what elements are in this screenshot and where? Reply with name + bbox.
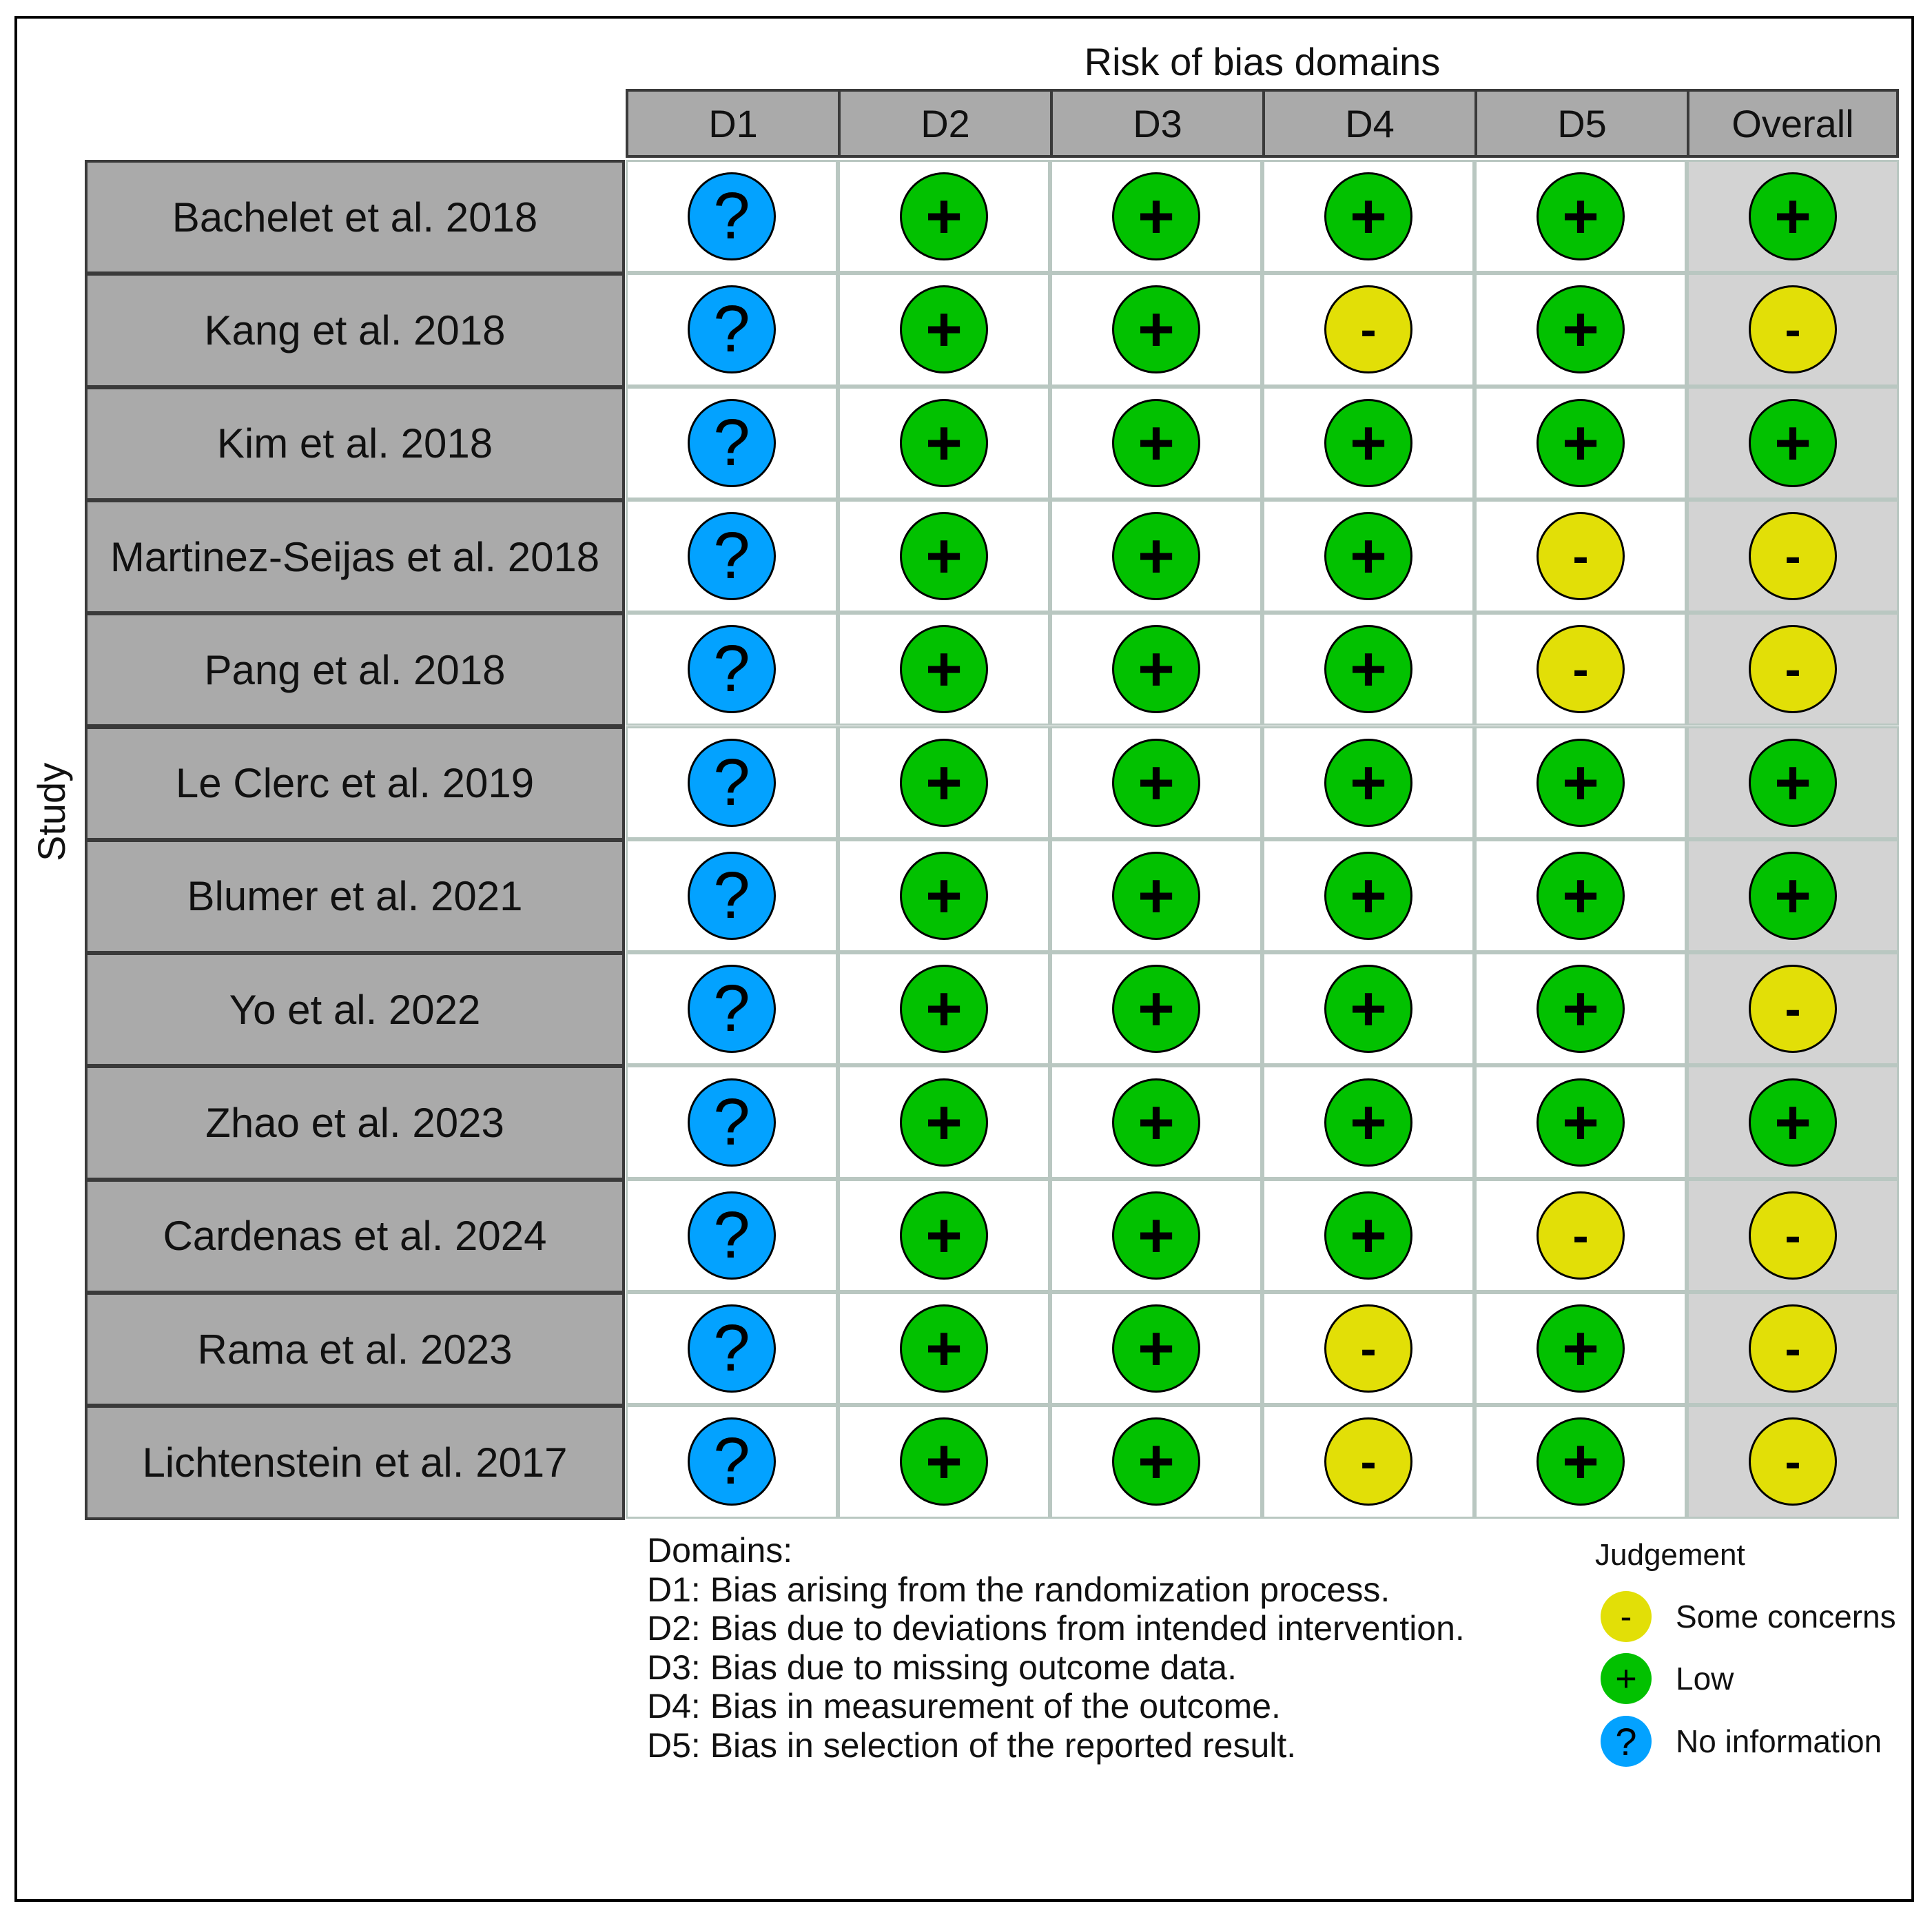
judgement-cell xyxy=(626,1292,838,1405)
judgement-cell xyxy=(1262,839,1474,952)
judgement-cell xyxy=(1050,1292,1262,1405)
judgement-cell xyxy=(1687,387,1899,500)
study-label: Cardenas et al. 2024 xyxy=(85,1179,625,1293)
judgement-cell xyxy=(1050,726,1262,839)
low-risk-icon: + xyxy=(1112,1078,1200,1167)
low-risk-icon: + xyxy=(900,172,988,260)
no-information-icon: ? xyxy=(1601,1716,1652,1767)
judgement-cell xyxy=(1262,160,1474,273)
low-risk-icon: + xyxy=(900,1191,988,1280)
some-concerns-icon: - xyxy=(1749,1417,1837,1506)
judgement-cell xyxy=(1474,387,1687,500)
judgement-cell xyxy=(1050,273,1262,386)
low-risk-icon: + xyxy=(900,1078,988,1167)
judgement-cell xyxy=(1687,839,1899,952)
judgement-cell xyxy=(1262,1405,1474,1518)
study-label: Pang et al. 2018 xyxy=(85,613,625,727)
study-label: Zhao et al. 2023 xyxy=(85,1065,625,1180)
judgement-cell xyxy=(1050,160,1262,273)
study-label: Bachelet et al. 2018 xyxy=(85,160,625,274)
low-risk-icon: + xyxy=(900,625,988,713)
judgement-cell xyxy=(1262,1065,1474,1178)
judgement-cell xyxy=(1474,726,1687,839)
low-risk-icon: + xyxy=(1112,512,1200,600)
low-risk-icon: + xyxy=(1324,739,1412,827)
judgement-cell xyxy=(1262,613,1474,726)
judgement-cell xyxy=(1050,1179,1262,1292)
judgement-cell xyxy=(626,1405,838,1518)
study-label: Le Clerc et al. 2019 xyxy=(85,726,625,841)
column-header-d3: D3 xyxy=(1050,89,1265,158)
judgement-cell xyxy=(1687,613,1899,726)
no-information-icon: ? xyxy=(688,739,776,827)
judgement-cell xyxy=(1474,500,1687,613)
low-risk-icon: + xyxy=(1324,512,1412,600)
low-risk-icon: + xyxy=(1749,852,1837,940)
low-risk-icon: + xyxy=(1324,399,1412,487)
judgement-cell xyxy=(838,726,1050,839)
judgement-cell xyxy=(1262,387,1474,500)
low-risk-icon: + xyxy=(1324,1191,1412,1280)
low-risk-icon: + xyxy=(900,739,988,827)
some-concerns-icon: - xyxy=(1601,1591,1652,1642)
low-risk-icon: + xyxy=(1112,965,1200,1053)
study-label: Lichtenstein et al. 2017 xyxy=(85,1405,625,1519)
legend-label: Some concerns xyxy=(1676,1599,1896,1634)
judgement-cell xyxy=(626,1065,838,1178)
some-concerns-icon: - xyxy=(1749,512,1837,600)
column-header-d2: D2 xyxy=(838,89,1053,158)
low-risk-icon: + xyxy=(1537,852,1625,940)
judgement-legend-title: Judgement xyxy=(1595,1538,1745,1572)
judgement-cell xyxy=(1050,500,1262,613)
judgement-cell xyxy=(626,726,838,839)
judgement-cell xyxy=(626,387,838,500)
domains-legend xyxy=(647,1531,1465,1765)
judgement-cell xyxy=(1262,1292,1474,1405)
column-header-d4: D4 xyxy=(1262,89,1477,158)
low-risk-icon: + xyxy=(1537,965,1625,1053)
low-risk-icon: + xyxy=(900,1417,988,1506)
judgement-cell xyxy=(838,387,1050,500)
low-risk-icon: + xyxy=(900,965,988,1053)
judgement-cell xyxy=(838,1065,1050,1178)
low-risk-icon: + xyxy=(1112,739,1200,827)
judgement-cell xyxy=(838,1179,1050,1292)
legend-label: No information xyxy=(1676,1723,1882,1759)
column-header-d5: D5 xyxy=(1474,89,1689,158)
judgement-cell xyxy=(1474,1292,1687,1405)
column-header-overall: Overall xyxy=(1687,89,1899,158)
low-risk-icon: + xyxy=(900,1304,988,1393)
judgement-cell xyxy=(626,1179,838,1292)
some-concerns-icon: - xyxy=(1537,512,1625,600)
domain-line-d3: D3: Bias due to missing outcome data. xyxy=(647,1648,1237,1687)
low-risk-icon: + xyxy=(1112,285,1200,373)
no-information-icon: ? xyxy=(688,965,776,1053)
legend-item-some-concerns xyxy=(1601,1591,1896,1642)
judgement-cell xyxy=(1474,273,1687,386)
some-concerns-icon: - xyxy=(1324,285,1412,373)
judgement-cell xyxy=(838,1292,1050,1405)
low-risk-icon: + xyxy=(1749,172,1837,260)
judgement-cell xyxy=(1687,1405,1899,1518)
judgement-cell xyxy=(1050,952,1262,1065)
low-risk-icon: + xyxy=(1112,172,1200,260)
low-risk-icon: + xyxy=(1112,1304,1200,1393)
judgement-cell xyxy=(838,160,1050,273)
judgement-cell xyxy=(1687,500,1899,613)
low-risk-icon: + xyxy=(1112,1191,1200,1280)
judgement-cell xyxy=(1474,1405,1687,1518)
low-risk-icon: + xyxy=(1537,1304,1625,1393)
some-concerns-icon: - xyxy=(1749,285,1837,373)
judgement-cell xyxy=(626,160,838,273)
no-information-icon: ? xyxy=(688,1078,776,1167)
judgement-cell xyxy=(838,1405,1050,1518)
judgement-cell xyxy=(838,952,1050,1065)
domains-heading: Domains: xyxy=(647,1531,793,1570)
column-header-d1: D1 xyxy=(626,89,841,158)
low-risk-icon: + xyxy=(1537,1078,1625,1167)
some-concerns-icon: - xyxy=(1749,1191,1837,1280)
domain-line-d5: D5: Bias in selection of the reported result. xyxy=(647,1725,1297,1765)
judgement-cell xyxy=(838,613,1050,726)
judgement-cell xyxy=(626,613,838,726)
study-label: Rama et al. 2023 xyxy=(85,1292,625,1406)
judgement-cell xyxy=(1474,1065,1687,1178)
low-risk-icon: + xyxy=(1537,1417,1625,1506)
judgement-cell xyxy=(1474,839,1687,952)
judgement-cell xyxy=(1687,1065,1899,1178)
study-label: Kang et al. 2018 xyxy=(85,273,625,387)
domain-line-d2: D2: Bias due to deviations from intended intervention. xyxy=(647,1609,1465,1648)
low-risk-icon: + xyxy=(1749,739,1837,827)
some-concerns-icon: - xyxy=(1324,1304,1412,1393)
low-risk-icon: + xyxy=(900,285,988,373)
judgement-cell xyxy=(1474,613,1687,726)
judgement-cell xyxy=(1687,1292,1899,1405)
low-risk-icon: + xyxy=(1537,399,1625,487)
judgement-cell xyxy=(1050,1405,1262,1518)
judgement-cell xyxy=(838,839,1050,952)
no-information-icon: ? xyxy=(688,625,776,713)
low-risk-icon: + xyxy=(1324,965,1412,1053)
low-risk-icon: + xyxy=(1112,399,1200,487)
low-risk-icon: + xyxy=(1601,1653,1652,1704)
judgement-cell xyxy=(1687,1179,1899,1292)
judgement-cell xyxy=(1262,726,1474,839)
legend-item-low xyxy=(1601,1653,1734,1704)
some-concerns-icon: - xyxy=(1324,1417,1412,1506)
legend-label: Low xyxy=(1676,1661,1734,1696)
judgement-cell xyxy=(1050,1065,1262,1178)
study-label: Blumer et al. 2021 xyxy=(85,839,625,954)
low-risk-icon: + xyxy=(900,512,988,600)
judgement-cell xyxy=(1474,160,1687,273)
domain-line-d1: D1: Bias arising from the randomization process. xyxy=(647,1570,1390,1609)
judgement-cell xyxy=(1474,952,1687,1065)
y-axis-label: Study xyxy=(30,762,73,861)
low-risk-icon: + xyxy=(1324,625,1412,713)
low-risk-icon: + xyxy=(1749,399,1837,487)
study-label: Kim et al. 2018 xyxy=(85,387,625,501)
judgement-cell xyxy=(1050,839,1262,952)
judgement-cell xyxy=(1050,387,1262,500)
some-concerns-icon: - xyxy=(1749,965,1837,1053)
low-risk-icon: + xyxy=(1324,1078,1412,1167)
study-label: Yo et al. 2022 xyxy=(85,952,625,1067)
no-information-icon: ? xyxy=(688,1191,776,1280)
judgement-cell xyxy=(1050,613,1262,726)
judgement-cell xyxy=(1262,952,1474,1065)
domain-line-d4: D4: Bias in measurement of the outcome. xyxy=(647,1687,1281,1725)
low-risk-icon: + xyxy=(1537,739,1625,827)
low-risk-icon: + xyxy=(1112,852,1200,940)
judgement-cell xyxy=(1687,952,1899,1065)
low-risk-icon: + xyxy=(1324,172,1412,260)
judgement-cell xyxy=(626,500,838,613)
low-risk-icon: + xyxy=(1749,1078,1837,1167)
legend-item-no-information xyxy=(1601,1716,1882,1767)
low-risk-icon: + xyxy=(1112,625,1200,713)
judgement-cell xyxy=(1262,500,1474,613)
low-risk-icon: + xyxy=(1324,852,1412,940)
no-information-icon: ? xyxy=(688,512,776,600)
some-concerns-icon: - xyxy=(1749,625,1837,713)
judgement-cell xyxy=(1687,726,1899,839)
judgement-cell xyxy=(1262,1179,1474,1292)
some-concerns-icon: - xyxy=(1537,625,1625,713)
chart-title: Risk of bias domains xyxy=(1084,40,1441,83)
no-information-icon: ? xyxy=(688,172,776,260)
low-risk-icon: + xyxy=(900,399,988,487)
low-risk-icon: + xyxy=(1537,172,1625,260)
some-concerns-icon: - xyxy=(1537,1191,1625,1280)
no-information-icon: ? xyxy=(688,399,776,487)
study-label: Martinez-Seijas et al. 2018 xyxy=(85,500,625,614)
judgement-cell xyxy=(1262,273,1474,386)
low-risk-icon: + xyxy=(1537,285,1625,373)
judgement-cell xyxy=(1687,160,1899,273)
judgement-cell xyxy=(626,839,838,952)
judgement-cell xyxy=(626,273,838,386)
no-information-icon: ? xyxy=(688,852,776,940)
judgement-cell xyxy=(626,952,838,1065)
judgement-cell xyxy=(838,500,1050,613)
judgement-cell xyxy=(1687,273,1899,386)
judgement-cell xyxy=(838,273,1050,386)
no-information-icon: ? xyxy=(688,285,776,373)
judgement-cell xyxy=(1474,1179,1687,1292)
low-risk-icon: + xyxy=(1112,1417,1200,1506)
no-information-icon: ? xyxy=(688,1304,776,1393)
no-information-icon: ? xyxy=(688,1417,776,1506)
some-concerns-icon: - xyxy=(1749,1304,1837,1393)
low-risk-icon: + xyxy=(900,852,988,940)
